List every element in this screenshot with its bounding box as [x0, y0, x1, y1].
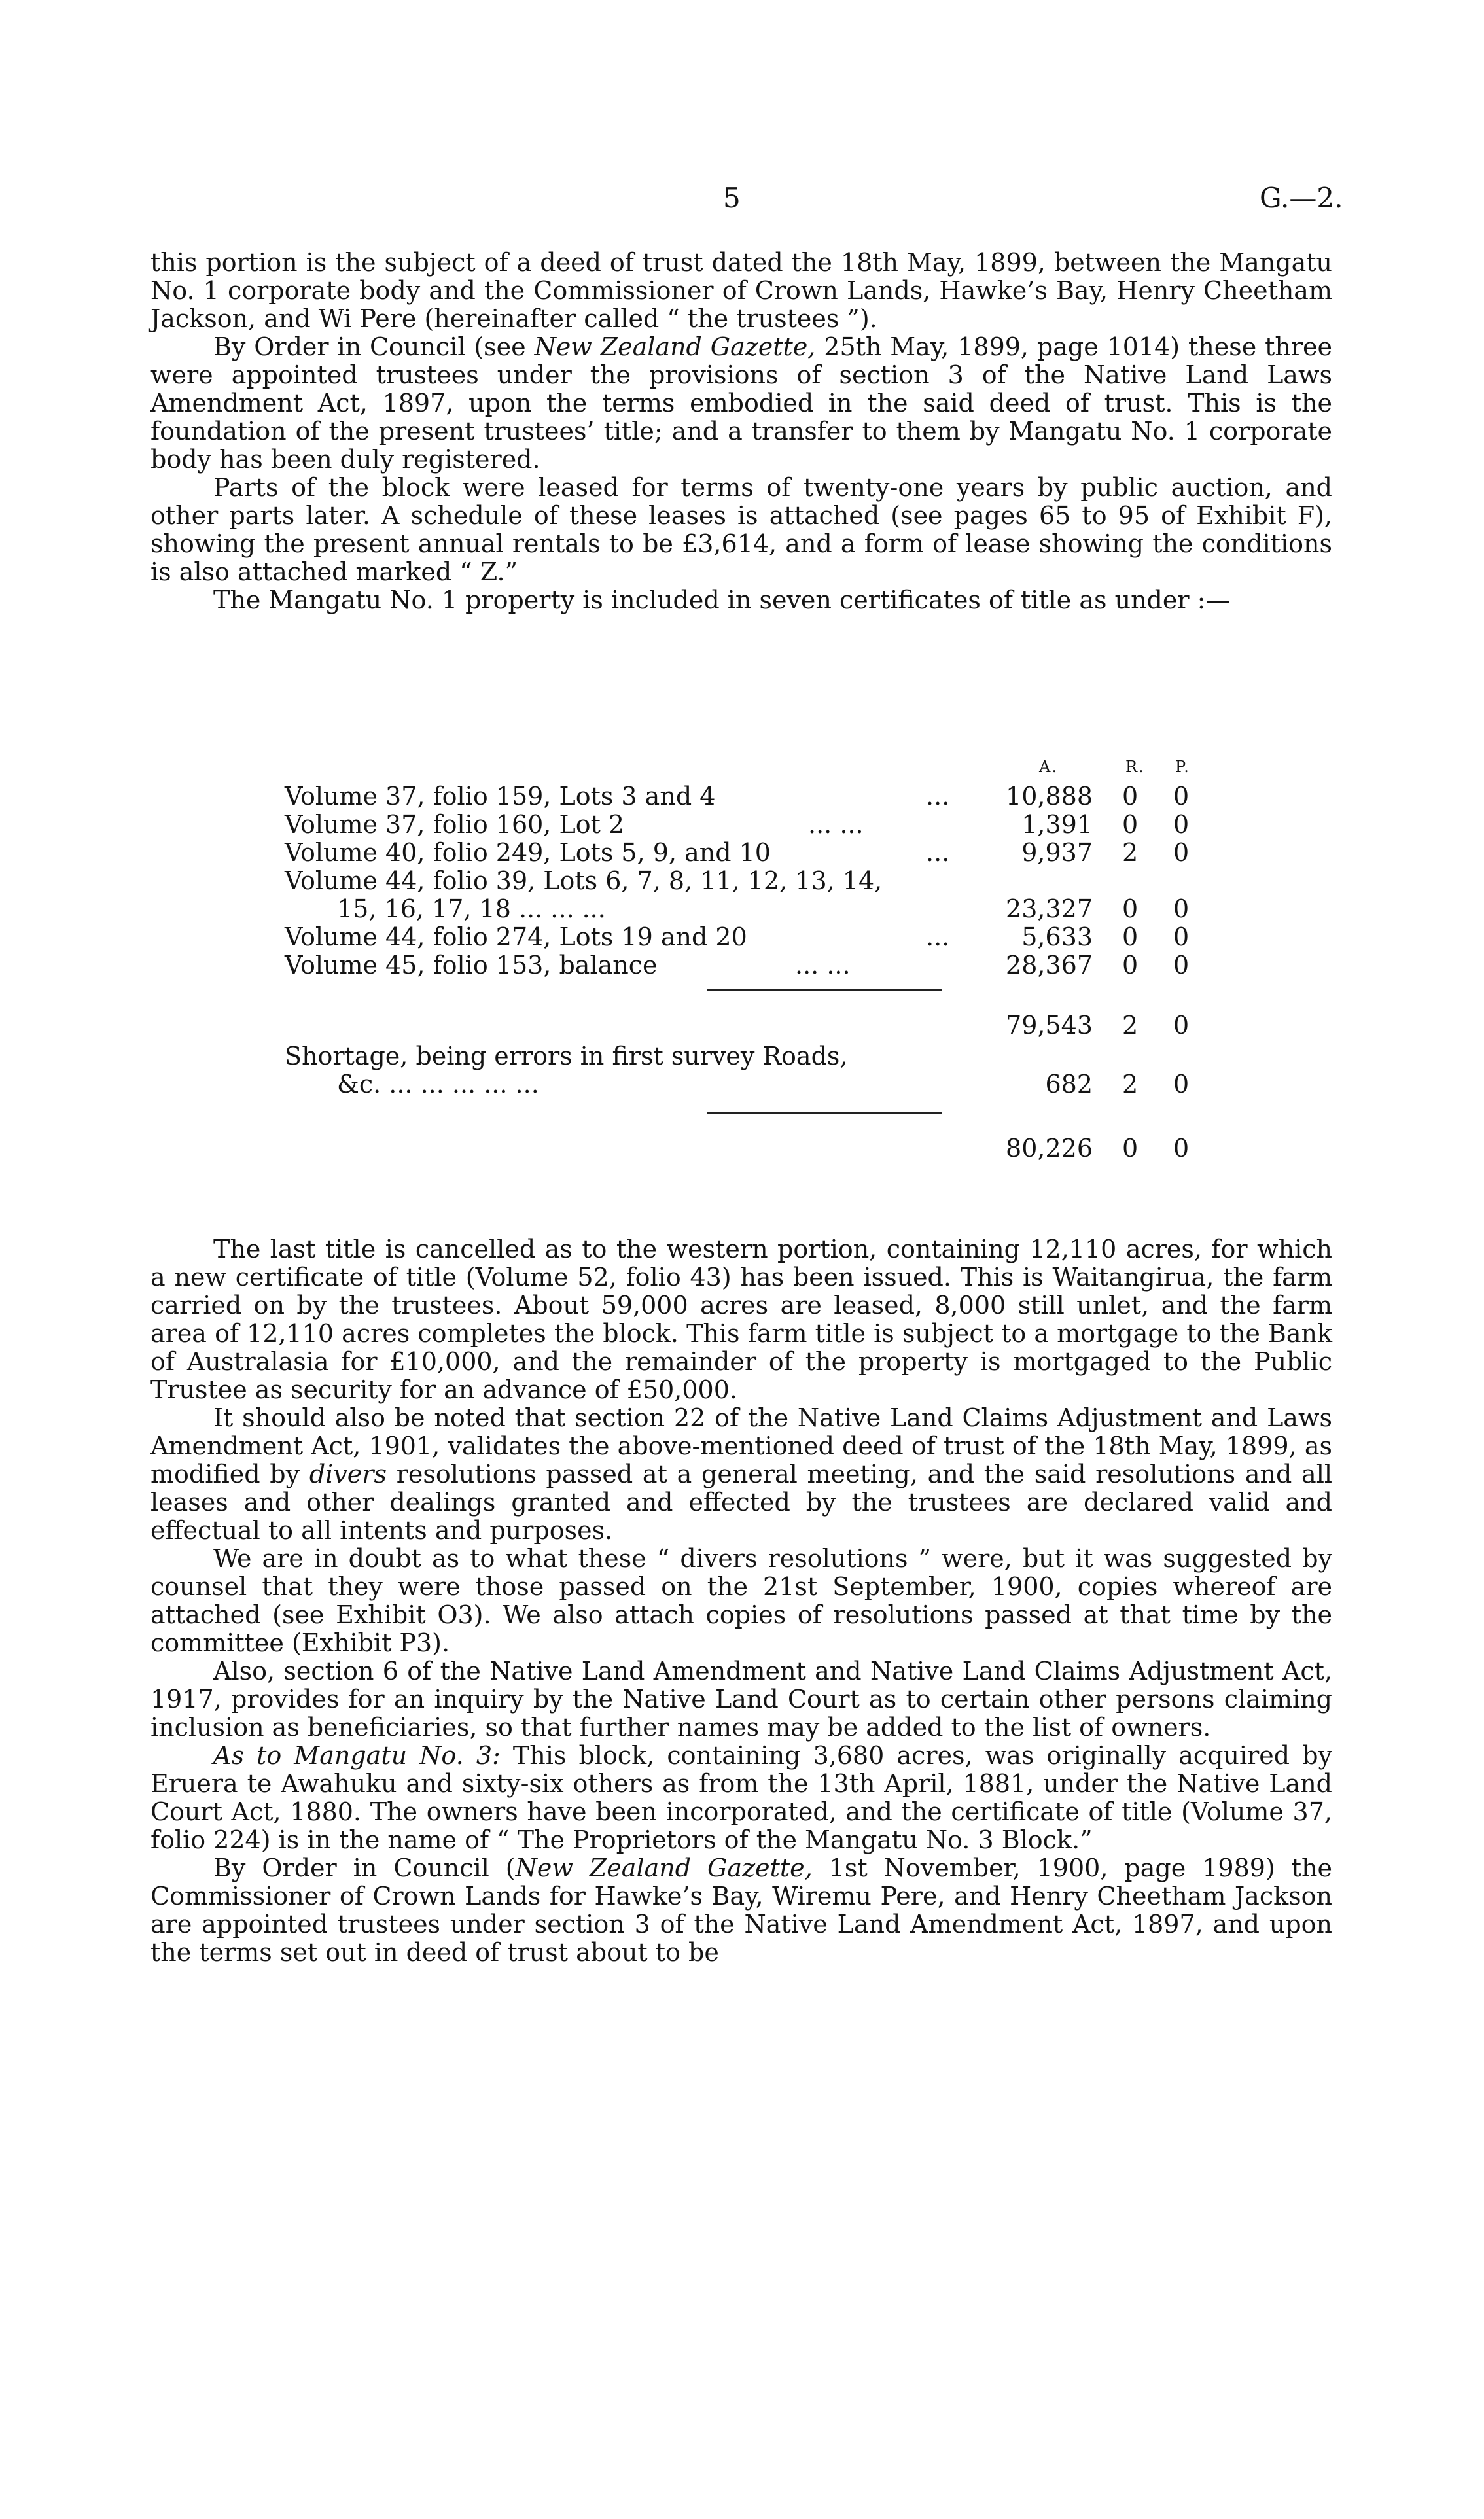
table-row: 15, 16, 17, 18 ... ... ... 23,327 0 0 [337, 894, 1190, 923]
col-header-roods: R. [1125, 758, 1145, 776]
total-row: 80,226 0 0 [1006, 1134, 1190, 1163]
body-text-lower [150, 1235, 1332, 1967]
table-row: Volume 37, folio 160, Lot 2 ... ... 1,391 0 0 [285, 810, 1190, 839]
paragraph: By Order in Council (see New Zealand Gazette, 25th May, 1899, page 1014) these three were appointed trustees under the provisions of section 3 of the Native Land Laws Amendment Act, 1897, upon the terms embodied in the said deed of trust. This is the foundation of the present trustees’ title; and a transfer to them by Mangatu No. 1 corporate body has been duly registered. [150, 332, 1332, 474]
table-row: Volume 44, folio 274, Lots 19 and 20 ... 5,633 0 0 [285, 923, 1190, 951]
col-header-perches: P. [1175, 758, 1190, 776]
shortage-row: Shortage, being errors in first survey Roads, [285, 1042, 848, 1070]
table-row: Volume 37, folio 159, Lots 3 and 4 ... 10,888 0 0 [285, 782, 1190, 811]
paragraph: Parts of the block were leased for terms of twenty-one years by public auction, and other parts later. A schedule of these leases is attached (see pages 65 to 95 of Exhibit F), showing the present annual rentals to be £3,614, and a form of lease showing the conditions is also attached marked “ Z.” [150, 473, 1332, 586]
body-text-upper [150, 249, 1332, 614]
subtotal-row: 79,543 2 0 [1006, 1011, 1190, 1040]
document-reference: G.—2. [1260, 182, 1343, 214]
total-rule [707, 1112, 942, 1114]
subtotal-rule [707, 989, 942, 991]
paragraph: this portion is the subject of a deed of trust dated the 18th May, 1899, between the Mangatu No. 1 corporate body and the Commissioner of Crown Lands, Hawke’s Bay, Henry Cheetham Jackson, and Wi Pere (hereinafter called “ the trustees ”). [150, 248, 1332, 333]
paragraph: It should also be noted that section 22 of the Native Land Claims Adjustment and Laws Amendment Act, 1901, validates the above-mentioned deed of trust of the 18th May, 1899, as modified by divers resolutions passed at a general meeting, and the said resolutions and all leases and other dealings granted and effected by the trustees are declared valid and effectual to all intents and purposes. [150, 1403, 1332, 1545]
page-number: 5 [723, 182, 741, 214]
table-row: Volume 45, folio 153, balance ... ... 28,367 0 0 [285, 951, 1190, 979]
table-row: Volume 40, folio 249, Lots 5, 9, and 10 ... 9,937 2 0 [285, 838, 1190, 867]
shortage-row-cont: &c. ... ... ... ... ... 682 2 0 [337, 1070, 1190, 1099]
paragraph: The Mangatu No. 1 property is included in seven certificates of title as under :— [213, 586, 1231, 614]
col-header-acres: A. [1039, 758, 1058, 776]
paragraph: By Order in Council (New Zealand Gazette, 1st November, 1900, page 1989) the Commissioner of Crown Lands for Hawke’s Bay, Wiremu Pere, and Henry Cheetham Jackson are appointed trustees under section 3 of the Native Land Amendment Act, 1897, and upon the terms set out in deed of trust about to be [150, 1854, 1332, 1967]
paragraph: Also, section 6 of the Native Land Amendment and Native Land Claims Adjustment Act, 1917, provides for an inquiry by the Native Land Court as to certain other persons claiming inclusion as beneficiaries, so that further names may be added to the list of owners. [150, 1657, 1332, 1742]
paragraph: The last title is cancelled as to the western portion, containing 12,110 acres, for which a new certificate of title (Volume 52, folio 43) has been issued. This is Waitangirua, the farm carried on by the trustees. About 59,000 acres are leased, 8,000 still unlet, and the farm area of 12,110 acres completes the block. This farm title is subject to a mortgage to the Bank of Australasia for £10,000, and the remainder of the property is mortgaged to the Public Trustee as security for an advance of £50,000. [150, 1235, 1332, 1404]
paragraph: We are in doubt as to what these “ divers resolutions ” were, but it was suggested by counsel that they were those passed on the 21st September, 1900, copies whereof are attached (see Exhibit O3). We also attach copies of resolutions passed at that time by the committee (Exhibit P3). [150, 1544, 1332, 1657]
table-row: Volume 44, folio 39, Lots 6, 7, 8, 11, 12, 13, 14, [285, 866, 883, 895]
paragraph: As to Mangatu No. 3: This block, containing 3,680 acres, was originally acquired by Eruera te Awahuku and sixty-six others as from the 13th April, 1881, under the Native Land Court Act, 1880. The owners have been incorporated, and the certificate of title (Volume 37, folio 224) is in the name of “ The Proprietors of the Mangatu No. 3 Block.” [150, 1741, 1332, 1854]
